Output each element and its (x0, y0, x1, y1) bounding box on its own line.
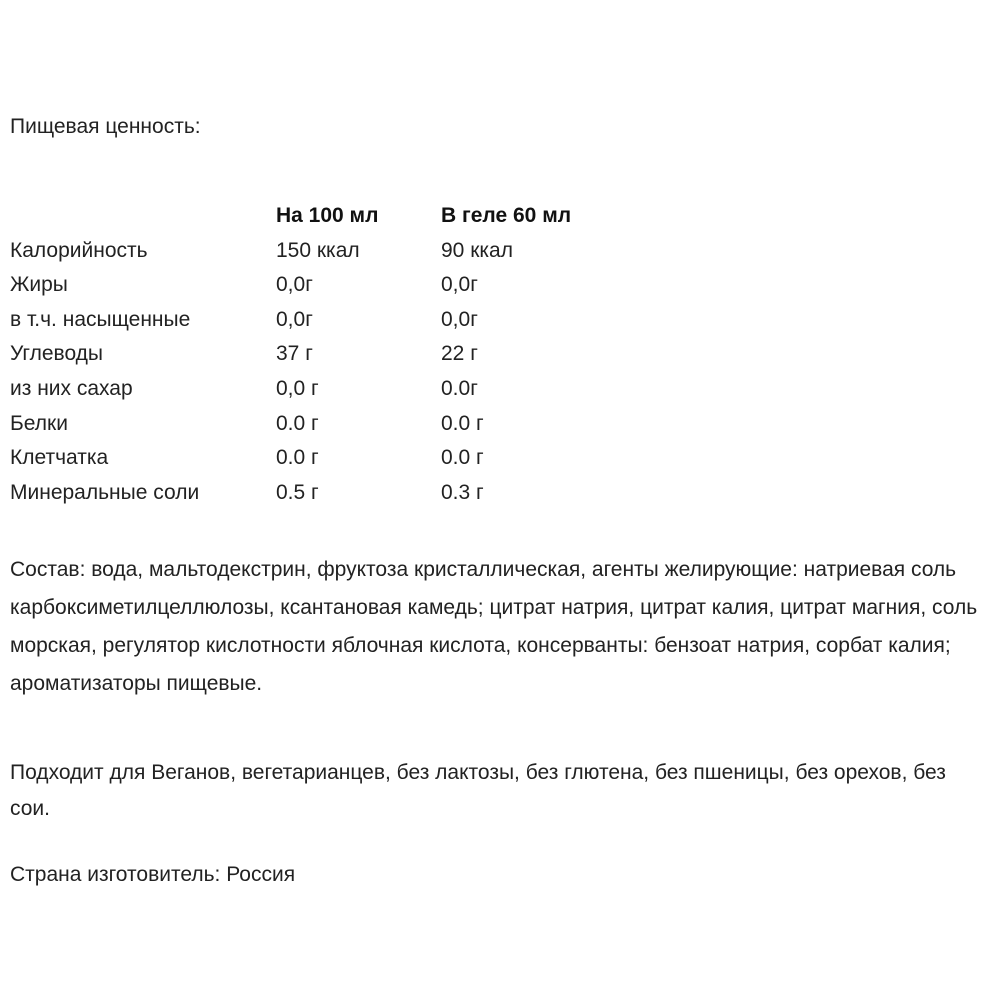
row-name: Калорийность (10, 238, 148, 262)
row-per-gel: 0.0 г (441, 446, 484, 470)
row-per-gel: 22 г (441, 342, 478, 366)
country-of-origin: Страна изготовитель: Россия (10, 863, 296, 886)
row-per-100ml: 0.0 г (276, 411, 319, 435)
header-name (10, 199, 276, 234)
row-per-100ml: 0,0 г (276, 376, 319, 400)
row-per-gel: 0,0г (441, 307, 478, 331)
row-per-100ml: 37 г (276, 342, 313, 366)
row-per-100ml: 0,0г (276, 307, 313, 331)
row-name: Углеводы (10, 342, 104, 366)
row-per-gel: 0.0г (441, 376, 478, 400)
row-per-100ml: 0.5 г (276, 480, 319, 504)
composition-text: Состав: вода, мальтодекстрин, фруктоза кристаллическая, агенты желирующие: натриевая соль карбоксиметилцеллюлозы, ксантановая камедь; цитрат натрия, цитрат калия, цитрат магния, соль морская, регулятор кислотности яблочная кислота, консерванты: бензоат натрия, сорбат калия; ароматизаторы пищевые. (10, 558, 978, 695)
row-per-gel: 0.3 г (441, 480, 484, 504)
table-row (10, 407, 641, 442)
row-per-gel: 0,0г (441, 273, 478, 297)
row-per-100ml: 0,0г (276, 273, 313, 297)
header-per-100ml: На 100 мл (276, 204, 379, 227)
table-row (10, 476, 641, 511)
table-row (10, 268, 641, 303)
row-per-gel: 0.0 г (441, 411, 484, 435)
row-per-100ml: 0.0 г (276, 446, 319, 470)
nutrition-heading: Пищевая ценность: (10, 115, 201, 138)
row-per-gel: 90 ккал (441, 238, 513, 262)
table-row (10, 234, 641, 269)
table-header-row (10, 199, 641, 234)
row-name: из них сахар (10, 376, 133, 400)
suitability-text: Подходит для Веганов, вегетарианцев, без лактозы, без глютена, без пшеницы, без орехов, без сои. (10, 761, 946, 820)
row-name: Белки (10, 411, 68, 435)
header-per-gel: В геле 60 мл (441, 204, 572, 227)
row-name: Минеральные соли (10, 480, 200, 504)
table-row (10, 441, 641, 476)
table-row (10, 303, 641, 338)
row-per-100ml: 150 ккал (276, 238, 360, 262)
row-name: Клетчатка (10, 446, 109, 470)
table-row (10, 372, 641, 407)
row-name: Жиры (10, 273, 68, 297)
table-row (10, 337, 641, 372)
nutrition-table (10, 199, 641, 510)
row-name: в т.ч. насыщенные (10, 307, 191, 331)
